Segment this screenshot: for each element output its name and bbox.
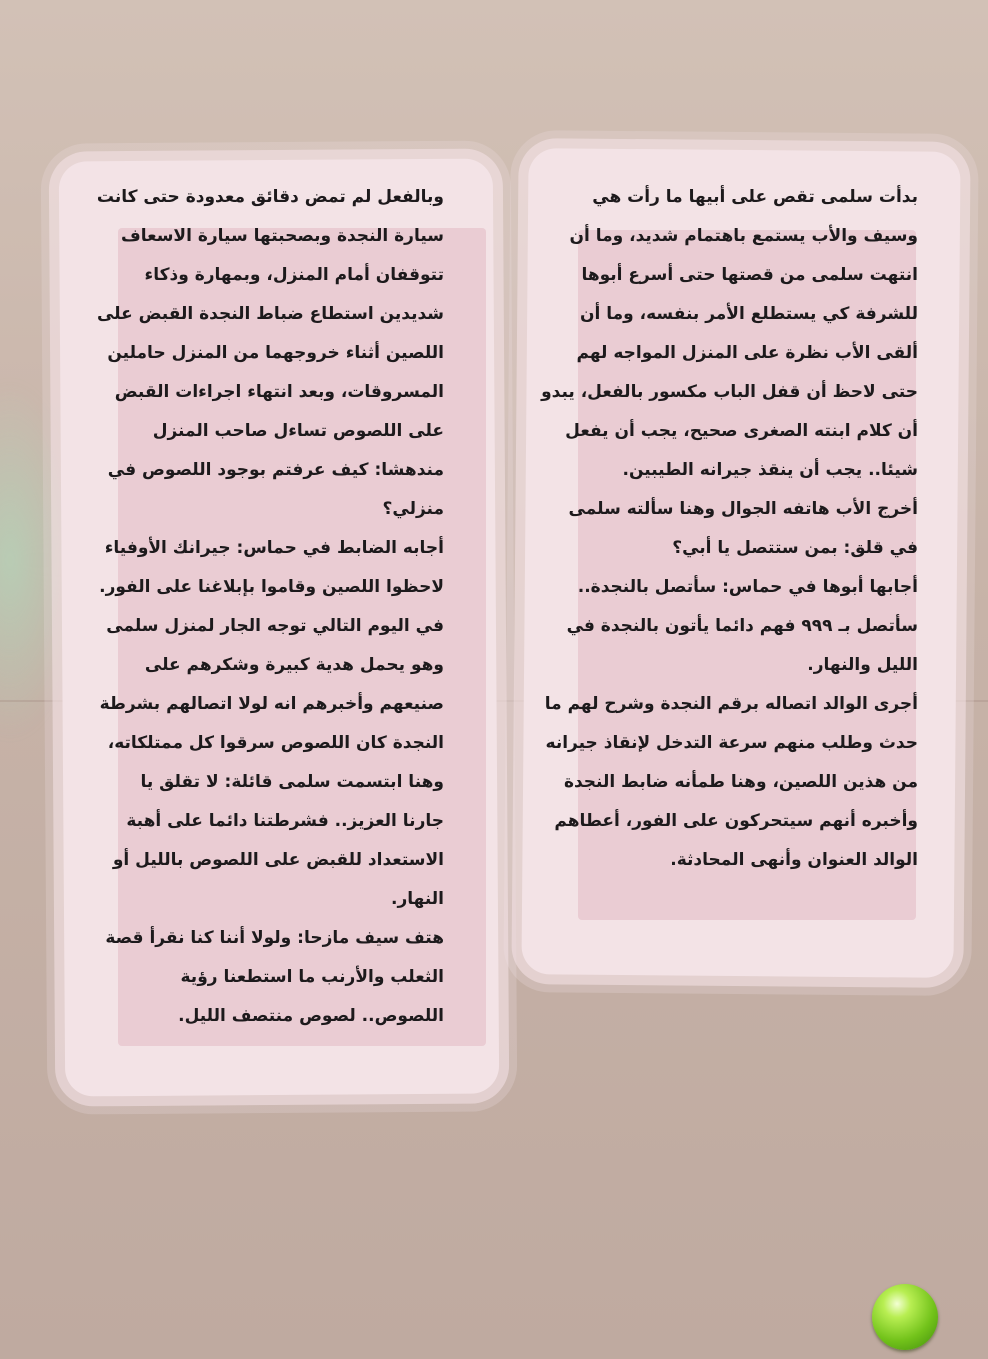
story-paragraph: أجابه الضابط في حماس: جيرانك الأوفياء لاحظوا اللصين وقاموا بإبلاغنا على الفور.	[99, 538, 444, 597]
story-paragraph: هتف سيف مازحا: ولولا أننا كنا نقرأ قصة الثعلب والأرنب ما استطعنا رؤية اللصوص.. لصوص منتصف الليل.	[105, 928, 444, 1026]
story-paragraph: بدأت سلمى تقص على أبيها ما رأت هي وسيف والأب يستمع باهتمام شديد، وما أن انتهت سلمى من قصتها حتى أسرع أبوها للشرفة كي يستطلع الأمر بنفسه، وما أن ألقى الأب نظرة على المنزل المواجه لهم حتى لاحظ أن قفل الباب مكسور بالفعل، يبدو أن كلام ابنته الصغرى صحيح، يجب أن يفعل شيئا.. يجب أن ينقذ جيرانه الطيبين.	[541, 187, 918, 480]
right-story-column	[540, 178, 918, 880]
story-paragraph: أجابها أبوها في حماس: سأتصل بالنجدة.. سأتصل بـ ٩٩٩ فهم دائما يأتون بالنجدة في الليل والنهار.	[566, 577, 918, 675]
story-paragraph: أجرى الوالد اتصاله برقم النجدة وشرح لهم ما حدث وطلب منهم سرعة التدخل لإنقاذ جيرانه من هذين اللصين، وهنا طمأنه ضابط النجدة وأخبره أنهم سيتحركون على الفور، أعطاهم الوالد العنوان وأنهى المحادثة.	[544, 694, 918, 870]
next-page-button[interactable]	[872, 1284, 938, 1350]
story-paragraph: في اليوم التالي توجه الجار لمنزل سلمى وهو يحمل هدية كبيرة وشكرهم على صنيعهم وأخبرهم انه لولا اتصالهم بشرطة النجدة كان اللصوص سرقوا كل ممتلكاته، وهنا ابتسمت سلمى قائلة: لا تقلق يا جارنا العزيز.. فشرطتنا دائما على أهبة الاستعداد للقبض على اللصوص بالليل أو النهار.	[99, 616, 444, 909]
left-story-column	[96, 178, 444, 1036]
story-paragraph: أخرج الأب هاتفه الجوال وهنا سألته سلمى في قلق: بمن ستتصل يا أبي؟	[568, 499, 918, 558]
story-paragraph: وبالفعل لم تمض دقائق معدودة حتى كانت سيارة النجدة وبصحبتها سيارة الاسعاف تتوقفان أمام المنزل، وبمهارة وذكاء شديدين استطاع ضباط النجدة القبض على اللصين أثناء خروجهما من المنزل حاملين المسروقات، وبعد انتهاء اجراءات القبض على اللصوص تساءل صاحب المنزل مندهشا: كيف عرفتم بوجود اللصوص في منزلي؟	[96, 187, 444, 519]
